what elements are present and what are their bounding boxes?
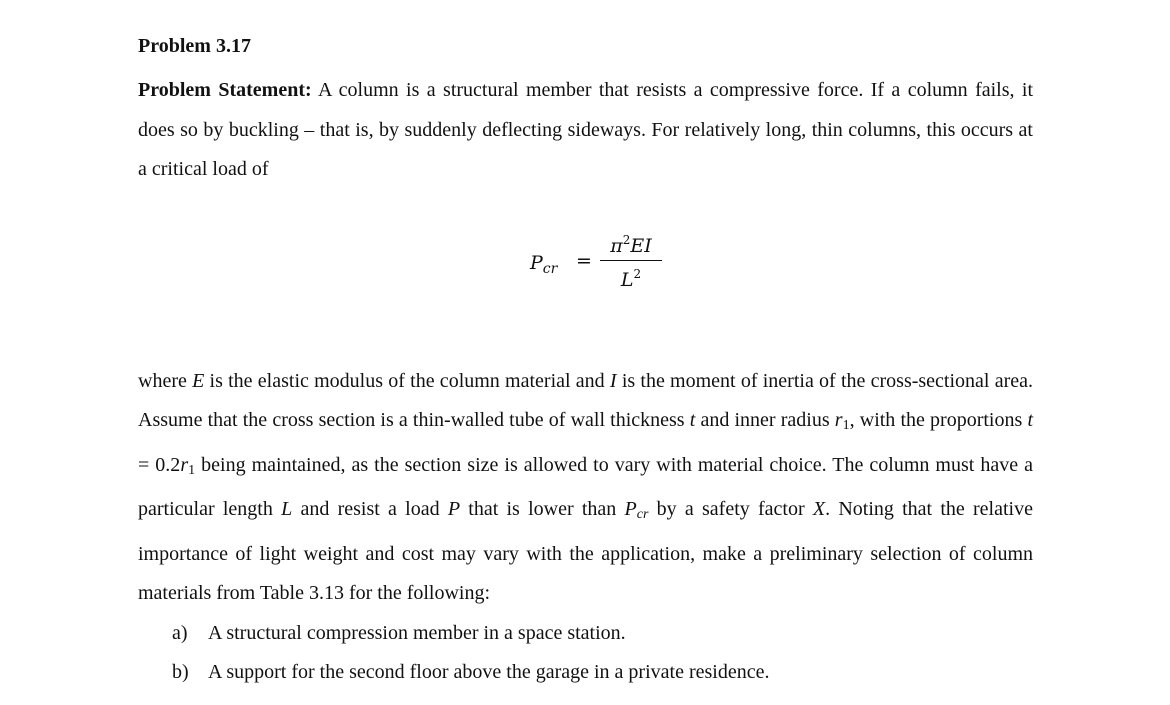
problem-body: where E is the elastic modulus of the column material and I is the moment of inertia of the cross-sectional area. Assume that the cross section is a thin-walled tube of wall thickness t and inner radius $r_1$, with the proportions $t = 0.2r_1$ being maintained, as the section size is allowed to vary with material choice. The column must have a particular length L and resist a load P that is lower than $P_{cr}$ by a safety factor X. Noting that the relative importance of light weight and cost may vary with the application, make a preliminary selection of column materials from Table 3.13 for the following:	[138, 369, 1033, 604]
fraction-bar	[600, 260, 662, 262]
list-item-text: A support for the second floor above the garage in a private residence.	[208, 661, 770, 683]
list-marker: a)	[172, 621, 188, 644]
equation-numerator: $\pi^2EI$	[610, 232, 652, 257]
list-marker: b)	[172, 661, 189, 683]
equation-lhs: $P_{cr}$	[530, 251, 558, 277]
list-item-text: A structural compression member in a space station.	[208, 621, 626, 644]
equation-denominator: $L^2$	[620, 267, 642, 291]
statement-intro: A column is a structural member that resists a compressive force. If a column fails, it does so by buckling – that is, by suddenly deflecting sideways. For relatively long, thin columns, this occurs at a critical load of	[138, 79, 1034, 180]
list-item	[138, 614, 1033, 654]
equation-fraction	[600, 228, 662, 292]
problem-title: Problem 3.17	[138, 35, 251, 57]
equation-block	[138, 190, 1033, 362]
equals-sign: =	[576, 249, 592, 272]
statement-label: Problem Statement:	[138, 79, 312, 101]
problem-page	[138, 30, 1033, 693]
sub-question-list	[138, 614, 1033, 693]
list-item	[138, 653, 1033, 693]
problem-statement	[138, 71, 1033, 190]
